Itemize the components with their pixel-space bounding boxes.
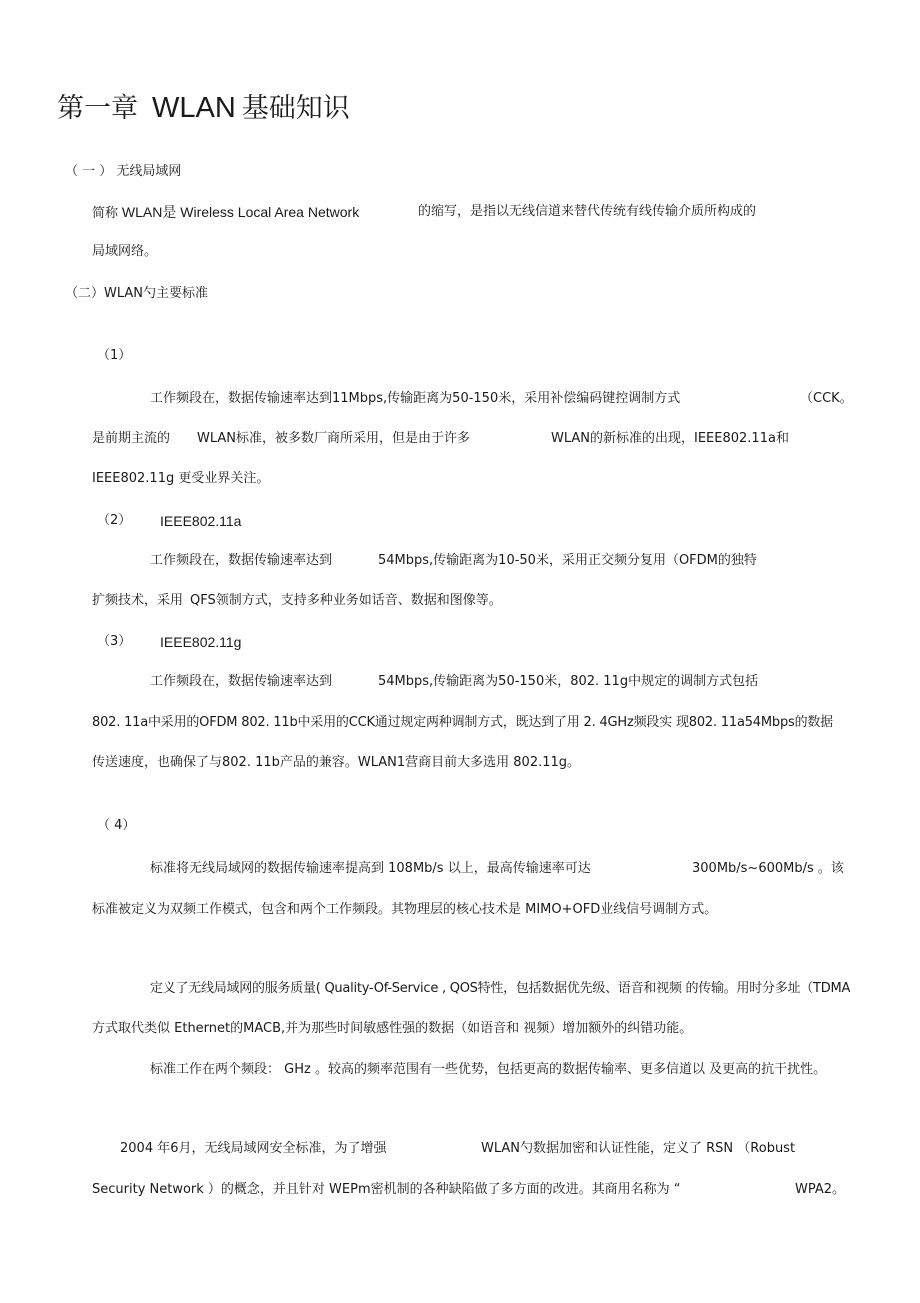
item-4-label: （ 4）	[97, 818, 136, 833]
p7-line-2a: Security Network ）的概念，并且针对 WEPm密机制的各种缺陷做了多方面的改进。其商用名称为 “	[92, 1182, 681, 1197]
item-1-line-2a: 是前期主流的	[92, 431, 171, 446]
item-3-line-1b: 54Mbps,传输距离为50-150米，802. 11g中规定的调制方式包括	[378, 674, 759, 689]
item-4-line-1a: 标准将无线局域网的数据传输速率提高到 108Mb/s 以上，最高传输速率可达	[150, 861, 591, 876]
item-1-line-3: IEEE802.11g 更受业界关注。	[92, 471, 270, 486]
item-4-line-2: 标准被定义为双频工作模式，包含和两个工作频段。其物理层的核心技术是 MIMO+OFD业线信号调制方式。	[92, 902, 718, 917]
item-3-line-1a: 工作频段在，数据传输速率达到	[150, 674, 333, 689]
item-2-label: （2）	[97, 513, 132, 528]
item-2-standard: IEEE802.11a	[160, 513, 242, 529]
p5-line-1: 定义了无线局域网的服务质量( Quality-Of-Service , QOS特性，包括数据优先级、语音和视频 的传输。用时分多址（TDMA	[150, 981, 851, 996]
item-3-line-2: 802. 11a中采用的OFDM 802. 11b中采用的CCK通过规定两种调制方式，既达到了用 2. 4GHz频段实 现802. 11a54Mbps的数据	[92, 715, 833, 730]
item-3-line-3: 传送速度，也确保了与802. 11b产品的兼容。WLAN1营商目前大多选用 802.11g。	[92, 755, 581, 770]
item-2-line-1b: 54Mbps,传输距离为10-50米，采用正交频分复用（OFDM的独特	[378, 553, 757, 568]
item-1-line-1b: （CCK。	[800, 391, 853, 406]
chapter-title-wlan: WLAN	[152, 92, 236, 124]
p7-line-1a: 2004 年6月，无线局域网安全标准，为了增强	[120, 1141, 387, 1156]
p1-b: WLAN是	[121, 204, 177, 220]
p5-line-2: 方式取代类似 Ethernet的MACB,并为那些时间敏感性强的数据（如语音和 视频）增加额外的纠错功能。	[92, 1021, 693, 1036]
p7-line-2b: WPA2。	[795, 1182, 846, 1197]
item-1-line-1a: 工作频段在，数据传输速率达到11Mbps,传输距离为50-150米，采用补偿编码键控调制方式	[150, 391, 681, 406]
item-4-line-1b: 300Mb/s~600Mb/s 。该	[692, 861, 844, 876]
chapter-title	[57, 90, 350, 127]
chapter-title-zh-2: 基础知识	[241, 93, 350, 124]
p1-e: 局域网络。	[92, 244, 158, 259]
item-1-line-2b: WLAN标准，被多数厂商所采用，但是由于许多	[197, 431, 471, 446]
section-2-heading: （二）WLAN勺主要标准	[65, 286, 209, 301]
chapter-title-zh-1: 第一章	[57, 93, 138, 124]
p7-line-1b: WLAN勺数据加密和认证性能，定义了 RSN （Robust	[481, 1141, 796, 1156]
section-1-heading: （ 一 ） 无线局域网	[65, 164, 182, 179]
item-2-line-2a: 扩频技术，采用	[92, 593, 184, 608]
p6-line-1: 标准工作在两个频段： GHz 。较高的频率范围有一些优势，包括更高的数据传输率、更多信道以 及更高的抗干扰性。	[150, 1062, 827, 1077]
item-2-line-2b: QFS领制方式，支持多种业务如话音、数据和图像等。	[190, 593, 502, 608]
p1-d: 的缩写，是指以无线信道来替代传统有线传输介质所构成的	[418, 204, 757, 219]
item-1-line-2c: WLAN的新标准的出现，IEEE802.11a和	[551, 431, 789, 446]
item-3-standard: IEEE802.11g	[160, 634, 242, 650]
p1-c: Wireless Local Area Network	[180, 204, 360, 220]
p1-a: 简称	[92, 206, 119, 221]
item-1-label: （1）	[97, 348, 132, 363]
p1-line-1	[92, 204, 359, 222]
item-3-label: （3）	[97, 634, 132, 649]
item-2-line-1a: 工作频段在，数据传输速率达到	[150, 553, 333, 568]
